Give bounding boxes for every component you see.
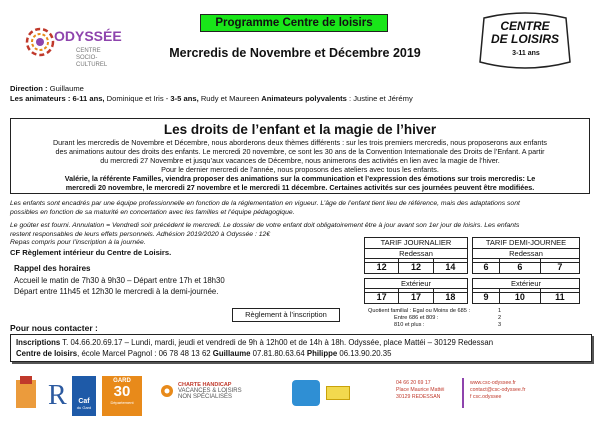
animators-line: Les animateurs : 6-11 ans, Dominique et Iris - 3-5 ans, Rudy et Maureen Animateurs polyvalents : Justine et Jérémy <box>10 94 413 103</box>
cell: 18 <box>433 293 467 304</box>
cell: 6 <box>473 263 500 274</box>
footer-divider <box>462 378 464 408</box>
svg-text:R: R <box>48 380 67 411</box>
tarif-journalier-header: TARIF JOURNALIER <box>365 238 468 249</box>
direction-line: Direction : Guillaume <box>10 84 84 93</box>
cell: 12 <box>399 263 433 274</box>
tarif-demi-header: TARIF DEMI-JOURNEE <box>473 238 580 249</box>
quotient-block: Quotient familial : Egal ou Moins de 685 : Entre 686 et 809 : 810 et plus : <box>368 308 470 328</box>
centre-loisirs-badge <box>470 12 580 88</box>
theme-title: Les droits de l’enfant et la magie de l’hiver <box>163 122 437 137</box>
contact-box: Inscriptions T. 04.66.20.69.17 – Lundi, mardi, jeudi et vendredi de 9h à 12h00 et de 14h à 18h. Odyssée, place Mattéi – 30129 Redessan Centre de loisirs, école Marcel Pagnol : 06 78 48 13 62 Guillaume 07.81.80.63.64 Philippe 06.13.90.20.35 <box>10 334 592 362</box>
partner-logo-2 <box>326 386 350 400</box>
inscriptions-text: T. 04.66.20.69.17 – Lundi, mardi, jeudi et vendredi de 9h à 12h00 et de 14h à 18h. Odyssée, place Mattéi – 30129 Redessan <box>62 338 494 347</box>
brand-name: ODYSSÉE <box>54 28 122 44</box>
footer-web: www.csc-odyssee.fr contact@csc-odyssee.fr f csc.odyssee <box>470 380 526 400</box>
r-logo <box>42 374 70 416</box>
brand-tagline: CENTRE SOCIO- CULTUREL <box>76 48 108 68</box>
gard-logo: GARD 30 Département <box>102 376 142 416</box>
cell: 9 <box>473 293 500 304</box>
theme-box <box>10 118 590 194</box>
tarif-journalier-table <box>364 237 468 304</box>
reglement-box: Règlement à l’inscription <box>232 308 340 322</box>
theme-p2: des animations autour des droits des enfants. Le mercredi 20 novembre, ce sont les 30 ans de la Convention Internationale des Droits de l’Enfant. A partir <box>55 147 545 156</box>
inscriptions-label: Inscriptions <box>16 338 61 347</box>
page-subtitle: Mercredis de Novembre et Décembre 2019 <box>169 46 421 60</box>
centre-label: Centre de loisirs <box>16 349 78 358</box>
theme-p6: mercredi 20 novembre, le mercredi 27 novembre et le mercredi 11 décembre. Certaines activités sur ces journées peuvent être modifiées. <box>65 183 535 192</box>
redessan-logo <box>12 374 40 416</box>
redessan-label: Redessan <box>365 248 468 259</box>
odyssee-logo <box>16 18 136 86</box>
footer-address: 04 66 20 69 17 Place Maurice Mattéi 30129 REDESSAN <box>396 380 445 400</box>
theme-p1: Durant les mercredis de Novembre et Décembre, nous aborderons deux thèmes différents : sur les trois premiers mercredis, nous proposerons aux enfants <box>52 138 548 147</box>
exterieur-label: Extérieur <box>365 278 468 289</box>
theme-p4: Pour le dernier mercredi de l’année, nous proposons des ateliers avec tous les enfants. <box>161 165 439 174</box>
badge-text: CENTRE DE LOISIRS <box>490 19 559 46</box>
flower-icon <box>160 384 174 398</box>
notes-block: Les enfants sont encadrés par une équipe professionnelle en fonction de la réglementation en vigueur. L’âge de l’enfant tient lieu de référence, mais des adaptations sont possibles en fonction de sa maturité en concertation avec les familles et l’équipe pédagogique. <box>10 200 520 216</box>
hours-lines: Accueil le matin de 7h30 à 9h30 – Départ entre 17h et 18h30 Départ entre 11h45 et 12h30 le mercredi à la demi-journée. <box>14 276 225 296</box>
theme-p5: Valérie, la référente Familles, viendra proposer des animations sur la communication et l’expression des émotions sur trois mercredis: Le <box>64 174 536 183</box>
hours-title: Rappel des horaires <box>14 264 91 273</box>
charte-handicap-logo: CHARTE HANDICAP VACANCES & LOISIRS NON SPÉCIALISÉS <box>160 382 260 400</box>
cell: 14 <box>433 263 467 274</box>
cell: 11 <box>540 293 579 304</box>
quotient-values: 1 2 3 <box>498 308 502 328</box>
reglement-note: CF Règlement intérieur du Centre de Loisirs. <box>10 248 172 257</box>
cell: 12 <box>365 263 399 274</box>
centre-text: , école Marcel Pagnol : 06 78 48 13 62 <box>77 349 211 358</box>
partner-logo-1 <box>292 380 320 406</box>
cell: 6 <box>500 263 541 274</box>
badge-age: 3-11 ans <box>512 50 540 57</box>
program-title: Programme Centre de loisirs <box>200 14 388 32</box>
theme-p3: du mercredi 27 Novembre et jusqu’aux vacances de Décembre, nous animerons des activités en lien avec la magie de l’hiver. <box>100 156 500 165</box>
caf-logo: Caf du Gard <box>72 376 96 416</box>
cell: 17 <box>399 293 433 304</box>
exterieur-label: Extérieur <box>473 278 580 289</box>
cell: 17 <box>365 293 399 304</box>
cell: 10 <box>500 293 541 304</box>
cell: 7 <box>540 263 579 274</box>
redessan-label: Redessan <box>473 248 580 259</box>
notes-block-2: Le goûter est fourni. Annulation = Vendredi soir précédent le mercredi. Le dossier de votre enfant doit obligatoirement être à jour avant son 1er jour de loisirs. Les enfants restent responsables de leurs effets personnels. Adhésion 2019/2020 à Odyssée : 12€ Repas compris pour l’inscription à la journée. <box>10 222 520 247</box>
contact-title: Pour nous contacter : <box>10 323 98 333</box>
tarif-demi-table <box>472 237 580 304</box>
